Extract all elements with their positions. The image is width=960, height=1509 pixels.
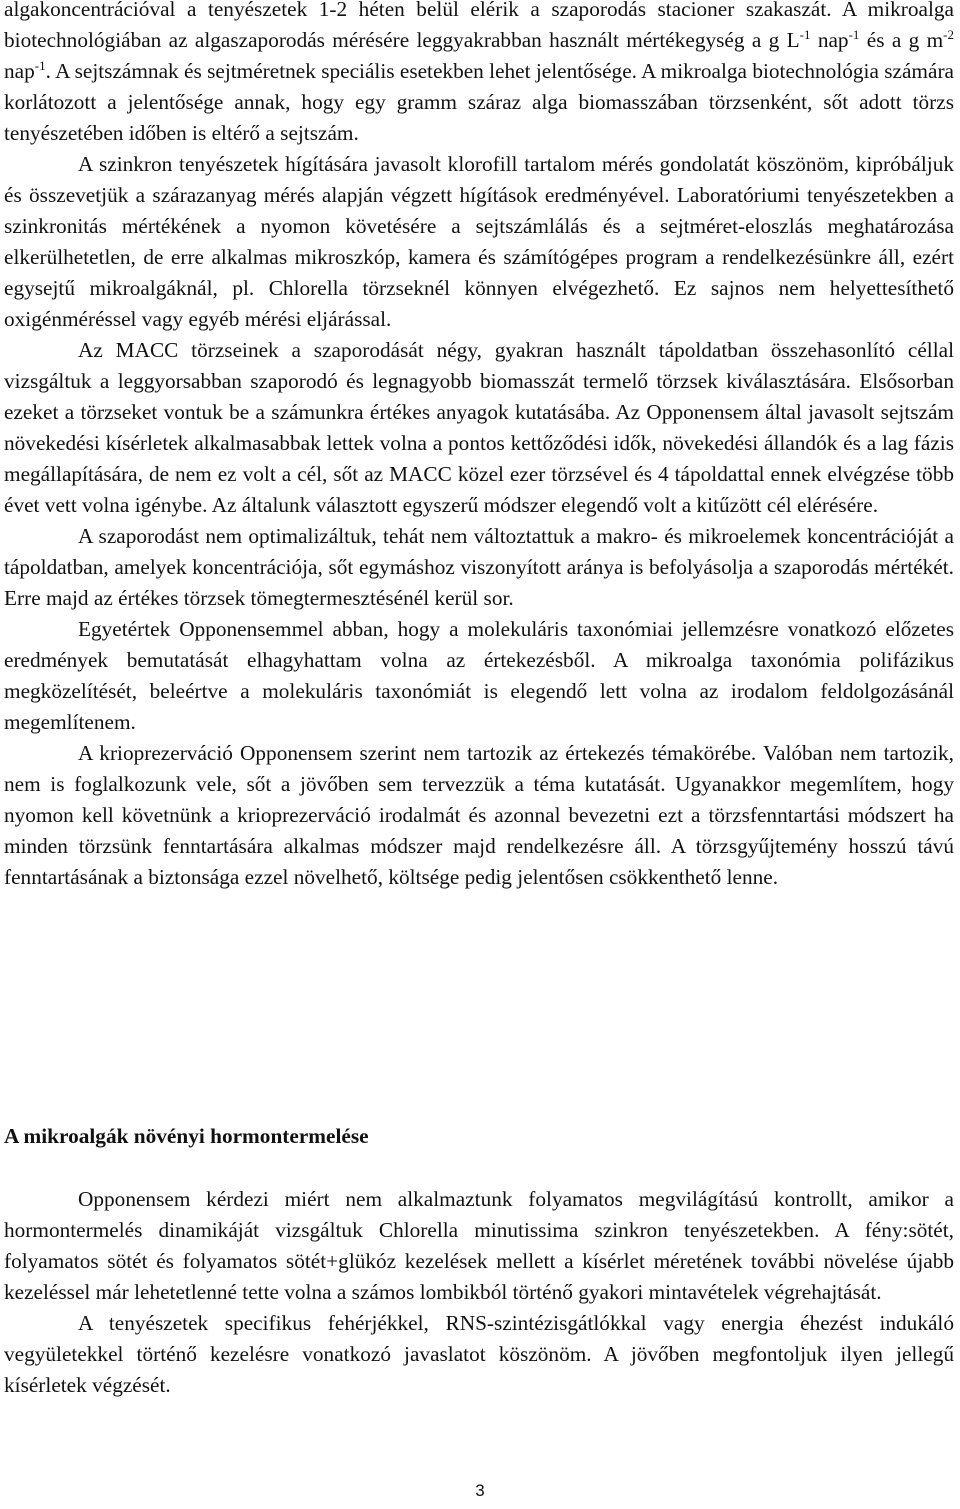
paragraph-hormone-control: Opponensem kérdezi miért nem alkalmaztunk folyamatos megvilágítású kontrollt, amikor a hormontermelés dinamikáját vizsgáltuk Chlorella minutissima szinkron tenyészetekben. A fény:sötét, folyamatos sötét és folyamatos sötét+glükóz kezelések mellett a kísérlet méretének további növelése újabb kezeléssel már lehetetlenné tette volna a számos lombikból történő gyakori mintavételek végrehajtását.	[4, 1187, 954, 1304]
paragraph-molecular-taxonomy: Egyetértek Opponensemmel abban, hogy a molekuláris taxonómiai jellemzésre vonatkozó előzetes eredmények bemutatását elhagyhattam volna az értekezésből. A mikroalga taxonómia polifázikus megközelítését, beleértve a molekuláris taxonómiát is elegendő lett volna az irodalom feldolgozásánál megemlítenem.	[4, 617, 954, 734]
text-run: algakoncentrációval a tenyészetek 1-2 héten belül elérik a szaporodás stacioner szakaszát. A mikroalga biotechnológiában az algaszaporodás mérésére leggyakrabban használt mértékegység a g L	[4, 0, 954, 52]
page-number: 3	[475, 1481, 485, 1500]
superscript: -1	[799, 27, 811, 42]
paragraph-macc-strains: Az MACC törzseinek a szaporodását négy, gyakran használt tápoldatban összehasonlító céllal vizsgáltuk a leggyorsabban szaporodó és legnagyobb biomasszát termelő törzsek kiválasztására. Elsősorban ezeket a törzseket vontuk be a számunkra értékes anyagok kutatásába. Az Opponensem által javasolt sejtszám növekedési kísérletek alkalmasabbak lettek volna a pontos kettőződési idők, növekedési állandók és a lag fázis megállapítására, de nem ez volt a cél, sőt az MACC közel ezer törzsével és 4 tápoldattal ennek elvégzése több évet vett volna igénybe. Az általunk választott egyszerű módszer elegendő volt a kitűzött cél elérésére.	[4, 338, 954, 517]
paragraph-growth-optimization: A szaporodást nem optimalizáltuk, tehát nem változtattuk a makro- és mikroelemek koncentrációját a tápoldatban, amelyek koncentrációja, sőt egymáshoz viszonyított aránya is befolyásolja a szaporodás mértékét. Erre majd az értékes törzsek tömegtermesztésénél kerül sor.	[4, 524, 954, 610]
superscript: -1	[848, 27, 860, 42]
superscript: -2	[943, 27, 954, 42]
paragraph-hormone-treatments: A tenyészetek specifikus fehérjékkel, RNS-szintézisgátlókkal vagy energia éhezést indukáló vegyületekkel történő kezelésre vonatkozó javaslatot köszönöm. A jövőben megfontoljuk ilyen jellegű kísérletek végzését.	[4, 1311, 954, 1397]
paragraph-growth-units	[4, 0, 954, 149]
superscript: -1	[34, 58, 46, 73]
text-run: nap	[810, 28, 849, 52]
text-run: és a g m	[859, 28, 944, 52]
text-run: . A sejtszámnak és sejtméretnek speciális esetekben lehet jelentősége. A mikroalga biotechnológia számára korlátozott a jelentősége annak, hogy egy gramm száraz alga biomasszában törzsenként, sőt adott törzs tenyészetében időben is eltérő a sejtszám.	[4, 59, 954, 145]
paragraph-synchron-cultures: A szinkron tenyészetek hígítására javasolt klorofill tartalom mérés gondolatát köszönöm, kipróbáljuk és összevetjük a szárazanyag mérés alapján végzett hígítások eredményével. Laboratóriumi tenyészetekben a szinkronitás mértékének a nyomon követésére a sejtszámlálás és a sejtméret-eloszlás meghatározása elkerülhetetlen, de erre alkalmas mikroszkóp, kamera és számítógépes program a rendelkezésünkre áll, ezért egysejtű mikroalgáknál, pl. Chlorella törzseknél könnyen elvégezhető. Ez sajnos nem helyettesíthető oxigénméréssel vagy egyéb mérési eljárással.	[4, 152, 954, 331]
document-body-top	[4, 0, 954, 893]
document-body-section	[4, 1184, 954, 1401]
section-heading: A mikroalgák növényi hormontermelése	[4, 1124, 369, 1148]
paragraph-cryopreservation: A krioprezerváció Opponensem szerint nem tartozik az értekezés témakörébe. Valóban nem tartozik, nem is foglalkozunk vele, sőt a jövőben sem tervezzük a téma kutatását. Ugyanakkor megemlítem, hogy nyomon kell követnünk a krioprezerváció irodalmát és azonnal bevezetni ezt a törzsfenntartási módszert ha minden törzsünk fenntartására alkalmas módszer majd rendelkezésre áll. A törzsgyűjtemény hosszú távú fenntartásának a biztonsága ezzel növelhető, költsége pedig jelentősen csökkenthető lenne.	[4, 741, 954, 889]
text-run: nap	[4, 59, 35, 83]
